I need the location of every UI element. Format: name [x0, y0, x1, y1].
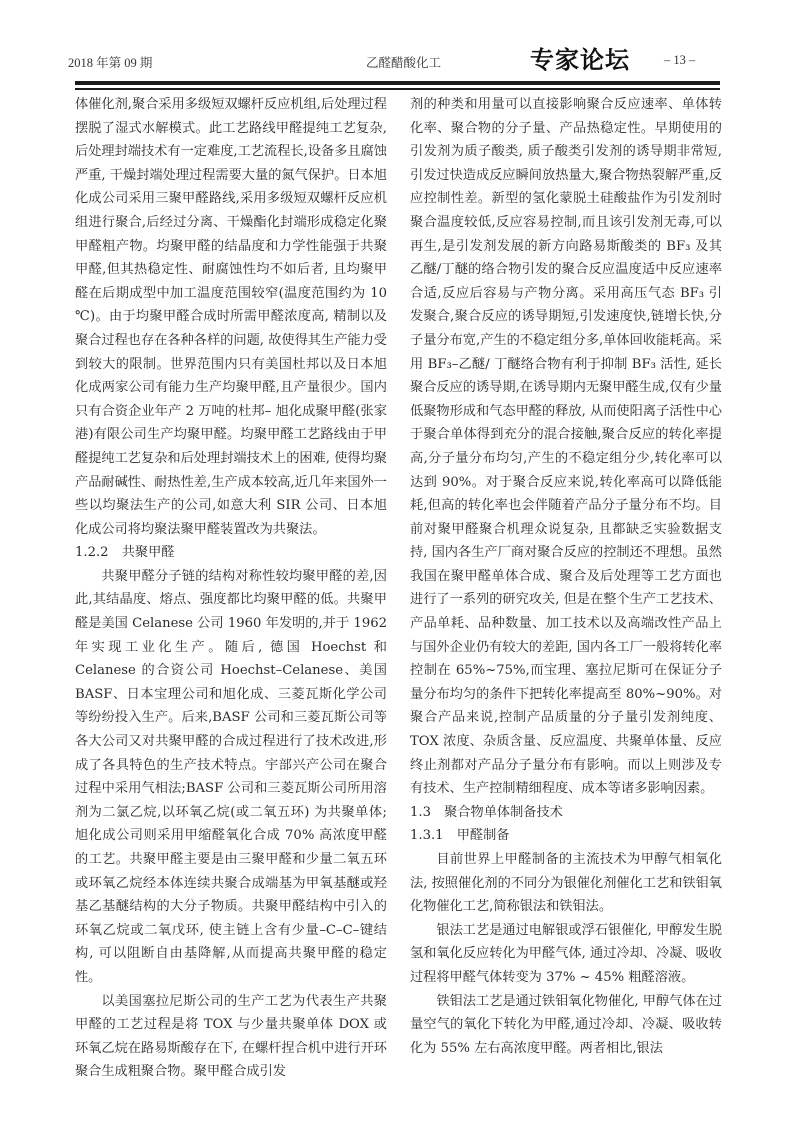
section-heading: 1.2.2 共聚甲醛 — [75, 545, 175, 561]
paragraph: 共聚甲醛分子链的结构对称性较均聚甲醛的差,因此,其结晶度、熔点、强度都比均聚甲醛的低。共聚甲醛是美国 Celanese 公司 1960 年发明的,并于 1962 年实现工业化生产。随后, 德国 Hoechst 和 Celanese 的合资公司 Hoechst–Celanese、美国 BASF、日本宝理公司和旭化成、三菱瓦斯化学公司等纷纷投入生产。后来,BASF 公司和三菱瓦斯公司等各大公司又对共聚甲醛的合成过程进行了技术改进,形成了各具特色的生产技术特点。宇部兴产公司在聚合过程中采用气相法;BASF 公司和三菱瓦斯公司所用溶剂为二氯乙烷,以环氧乙烷(或二氧五环) 为共聚单体; 旭化成公司则采用甲缩醛氧化合成 70% 高浓度甲醛的工艺。共聚甲醛主要是由三聚甲醛和少量二氧五环或环氧乙烷经本体连续共聚合成端基为甲氧基醚或羟基乙基醚结构的大分子物质。共聚甲醛结构中引入的环氧乙烷或二氧戊环, 使主链上含有少量–C–C–键结构, 可以阻断自由基降解,从而提高共聚甲醛的稳定性。 — [75, 568, 387, 985]
paragraph: 剂的种类和用量可以直接影响聚合反应速率、单体转化率、聚合物的分子量、产品热稳定性。早期使用的引发剂为质子酸类, 质子酸类引发剂的诱导期非常短,引发过快造成反应瞬间放热量大,聚合物热裂解严重,反应控制性差。新型的氢化蒙脱土硅酸盐作为引发剂时聚合温度较低,反应容易控制,而且该引发剂无毒,可以再生,是引发剂发展的新方向路易斯酸类的 BF₃ 及其乙醚/丁醚的络合物引发的聚合反应温度适中反应速率合适,反应后容易与产物分离。采用高压气态 BF₃ 引发聚合,聚合反应的诱导期短,引发速度快,链增长快,分子量分布宽,产生的不稳定组分多,单体回收能耗高。采用 BF₃–乙醚/ 丁醚络合物有利于抑制 BF₃ 活性, 延长聚合反应的诱导期,在诱导期内无聚甲醛生成,仅有少量低聚物形成和气态甲醛的释放, 从而使阳离子活性中心于聚合单体得到充分的混合接触,聚合反应的转化率提高,分子量分布均匀,产生的不稳定组分少,转化率可以达到 90%。对于聚合反应来说,转化率高可以降低能耗,但高的转化率也会伴随着产品分子量分布不均。目前对聚甲醛聚合机理众说复杂, 且都缺乏实验数据支持, 国内各生产厂商对聚合反应的控制还不理想。虽然我国在聚甲醛单体合成、聚合及后处理等工艺方面也进行了一系列的研究攻关, 但是在整个生产工艺技术、产品单耗、品种数量、加工技术以及高端改性产品上与国外企业仍有较大的差距, 国内各工厂一般将转化率控制在 65%~75%,而宝理、塞拉尼斯可在保证分子量分布均匀的条件下把转化率提高至 80%~90%。对聚合产品来说,控制产品质量的分子量引发剂纯度、TOX 浓度、杂质含量、反应温度、共聚单体量、反应终止剂都对产品分子量分布有影响。而以上则涉及专有技术、生产控制精细程度、成本等诸多影响因素。 — [410, 97, 722, 797]
header-rule-thick — [75, 81, 720, 85]
paragraph: 以美国塞拉尼斯公司的生产工艺为代表生产共聚甲醛的工艺过程是将 TOX 与少量共聚单体 DOX 或环氧乙烷在路易斯酸存在下, 在螺杆捏合机中进行开环聚合生成粗聚合物。聚甲醛合成引发 — [75, 993, 387, 1080]
column-title: 专家论坛 — [530, 46, 630, 74]
paragraph: 体催化剂,聚合采用多级短双螺杆反应机组,后处理过程摆脱了湿式水解模式。此工艺路线甲醛提纯工艺复杂,后处理封端技术有一定难度,工艺流程长,设备多且腐蚀严重, 干燥封端处理过程需要大量的氮气保护。日本旭化成公司采用三聚甲醛路线,采用多级短双螺杆反应机组进行聚合,后经过分离、干燥酯化封端形成稳定化聚甲醛粗产物。均聚甲醛的结晶度和力学性能强于共聚甲醛,但其热稳定性、耐腐蚀性均不如后者, 且均聚甲醛在后期成型中加工温度范围较窄(温度范围约为 10 ℃)。由于均聚甲醛合成时所需甲醛浓度高, 精制以及聚合过程也存在各种各样的问题, 故使得其生产能力受到较大的限制。世界范围内只有美国杜邦以及日本旭化成两家公司有能力生产均聚甲醛,且产量很少。国内只有合资企业年产 2 万吨的杜邦– 旭化成聚甲醛(张家港)有限公司生产均聚甲醛。均聚甲醛工艺路线由于甲醛提纯工艺复杂和后处理封端技术上的困难, 使得均聚产品耐碱性、耐热性差,生产成本较高,近几年来国外一些以均聚法生产的公司,如意大利 SIR 公司、日本旭化成公司将均聚法聚甲醛装置改为共聚法。 — [75, 97, 387, 537]
left-column — [75, 93, 387, 1084]
subsection-heading: 1.3.1 甲醛制备 — [410, 828, 510, 844]
paragraph: 铁钼法工艺是通过铁钼氧化物催化, 甲醇气体在过量空气的氧化下转化为甲醛,通过冷却、冷凝、吸收转化为 55% 左右高浓度甲醛。两者相比,银法 — [410, 993, 722, 1056]
page-number: – 13 – — [664, 53, 696, 67]
paragraph: 目前世界上甲醛制备的主流技术为甲醇气相氧化法, 按照催化剂的不同分为银催化剂催化工艺和铁钼氧化物催化工艺,简称银法和铁钼法。 — [410, 852, 722, 915]
section-heading: 1.3 聚合物单体制备技术 — [410, 804, 563, 820]
paragraph: 银法工艺是通过电解银或浮石银催化, 甲醇发生脱氢和氧化反应转化为甲醛气体, 通过冷却、冷凝、吸收过程将甲醛气体转变为 37% ~ 45% 粗醛溶液。 — [410, 922, 722, 985]
right-column — [410, 93, 722, 1060]
journal-title: 乙醛醋酸化工 — [366, 56, 442, 70]
header-rule-thin — [75, 88, 720, 90]
issue-label: 2018 年第 09 期 — [68, 56, 153, 70]
